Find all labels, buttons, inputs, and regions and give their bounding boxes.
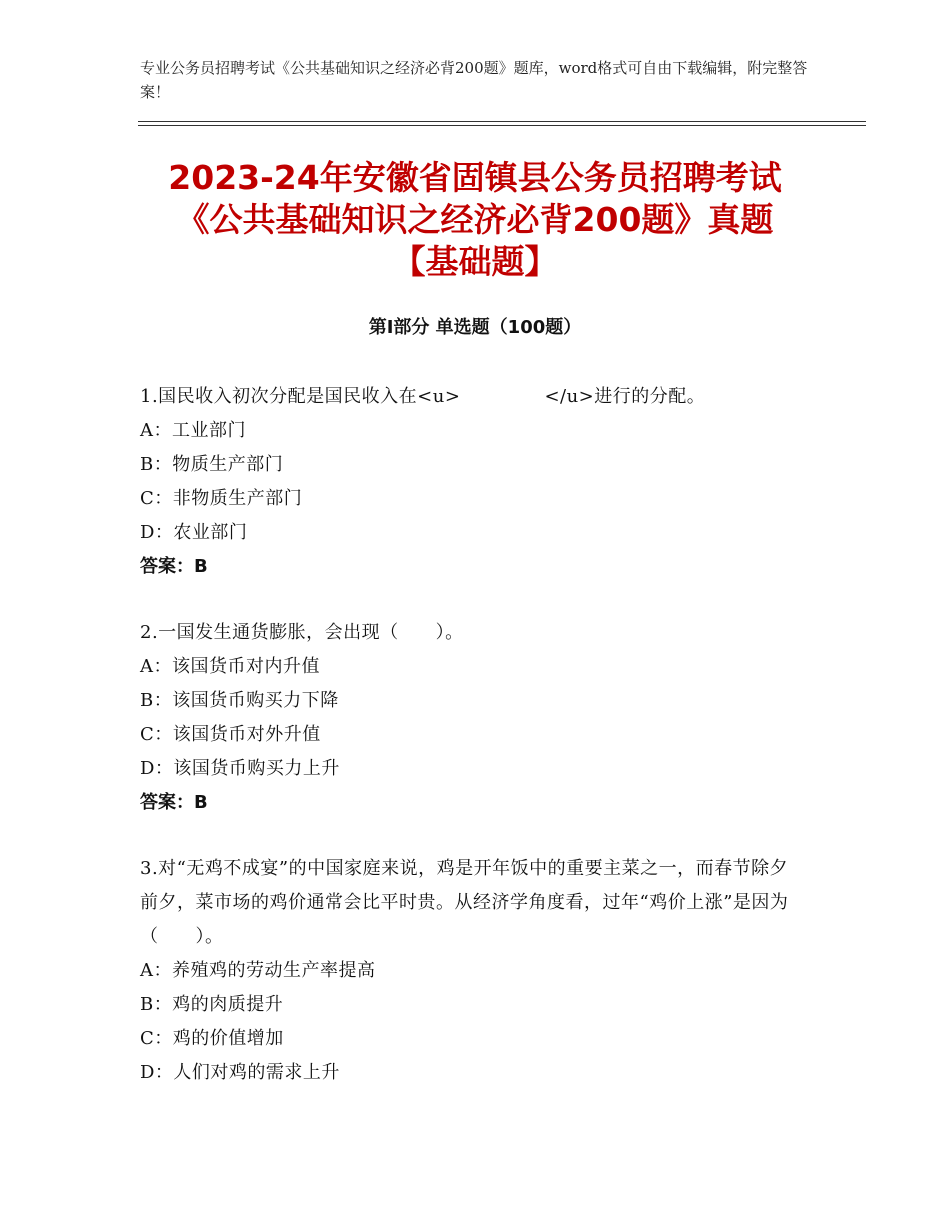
option-c: C：鸡的价值增加 [140, 1028, 284, 1049]
header-divider-thin [138, 125, 866, 126]
question-stem: 3.对“无鸡不成宴”的中国家庭来说，鸡是开年饭中的重要主菜之一，而春节除夕前夕，菜市场的鸡价通常会比平时贵。从经济学角度看，过年“鸡价上涨”是因为（ ）。 [140, 858, 789, 947]
question-stem [140, 380, 790, 414]
section-heading: 第Ⅰ部分 单选题（100题） [368, 317, 582, 338]
question-2 [140, 616, 790, 820]
option-d: D：农业部门 [140, 522, 248, 543]
question-3 [140, 852, 790, 1090]
question-list [140, 380, 790, 1122]
document-title [100, 157, 850, 283]
header-note: 专业公务员招聘考试《公共基础知识之经济必背200题》题库，word格式可自由下载编辑，附完整答案！ [140, 59, 808, 101]
option-b: B：物质生产部门 [140, 454, 284, 475]
answer-line: 答案：B [140, 556, 208, 577]
title-line-3: 【基础题】 [392, 242, 558, 281]
title-line-1: 2023-24年安徽省固镇县公务员招聘考试 [168, 158, 782, 197]
question-stem-part: 1.国民收入初次分配是国民收入在<u> [140, 386, 461, 407]
question-1 [140, 380, 790, 584]
option-b: B：该国货币购买力下降 [140, 690, 339, 711]
question-stem-part: </u>进行的分配。 [544, 386, 706, 407]
title-line-2: 《公共基础知识之经济必背200题》真题 [176, 200, 774, 239]
option-c: C：非物质生产部门 [140, 488, 303, 509]
answer-line: 答案：B [140, 792, 208, 813]
option-b: B：鸡的肉质提升 [140, 994, 284, 1015]
option-a: A：工业部门 [140, 420, 246, 441]
option-a: A：养殖鸡的劳动生产率提高 [140, 960, 376, 981]
option-d: D：该国货币购买力上升 [140, 758, 340, 779]
option-a: A：该国货币对内升值 [140, 656, 320, 677]
header-divider [138, 121, 866, 122]
option-c: C：该国货币对外升值 [140, 724, 321, 745]
question-stem: 2.一国发生通货膨胀，会出现（ ）。 [140, 622, 464, 643]
option-d: D：人们对鸡的需求上升 [140, 1062, 340, 1083]
